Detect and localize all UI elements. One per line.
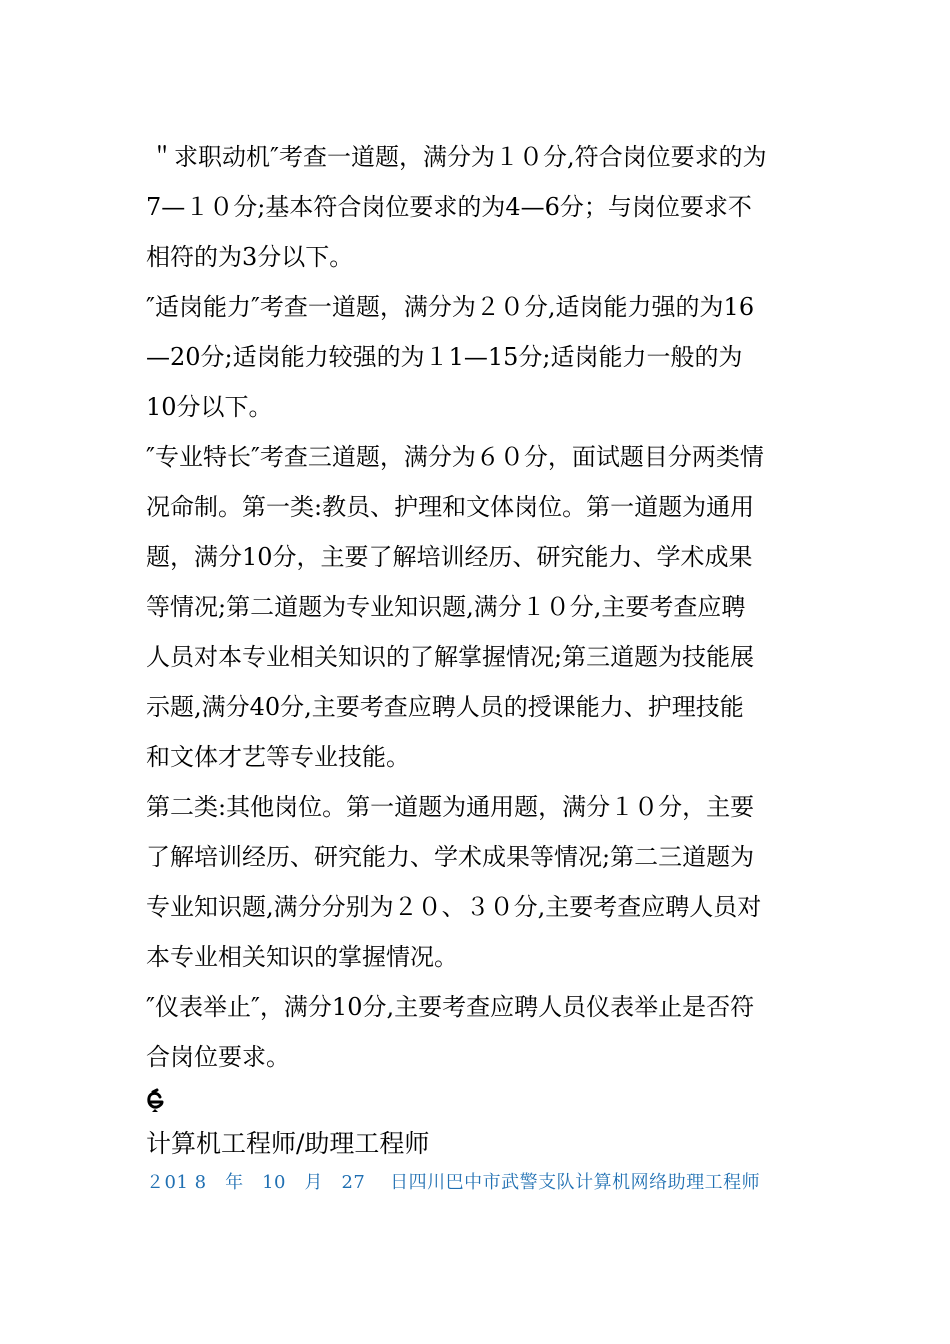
text-line: 等情况;第二道题为专业知识题,满分１０分,主要考查应聘 (146, 593, 746, 621)
text-line: 本专业相关知识的掌握情况。 (146, 943, 458, 971)
text-line: —20分;适岗能力较强的为１1—15分;适岗能力一般的为 (146, 343, 743, 371)
text-line: 况命制。第一类:教员、护理和文体岗位。第一道题为通用 (146, 493, 755, 521)
text-line: 题，满分10分，主要了解培训经历、研究能力、学术成果 (146, 543, 753, 571)
paragraph-appearance (146, 982, 816, 1082)
date-location-line: ２01 8 年 10 月 27 日四川巴中市武警支队计算机网络助理工程师 (146, 1172, 761, 1193)
text-line: 示题,满分40分,主要考查应聘人员的授课能力、护理技能 (146, 693, 744, 721)
text-line: 相符的为3分以下。 (146, 243, 354, 271)
section-heading: 计算机工程师/助理工程师 (146, 1129, 430, 1158)
paragraph-specialty (146, 432, 816, 782)
document-body (146, 132, 816, 1082)
text-line: 人员对本专业相关知识的了解掌握情况;第三道题为技能展 (146, 643, 755, 671)
text-line: 了解培训经历、研究能力、学术成果等情况;第二三道题为 (146, 843, 755, 871)
paragraph-motivation (146, 132, 816, 282)
stylized-e-glyph-icon (146, 1088, 164, 1114)
text-line: 第二类:其他岗位。第一道题为通用题，满分１０分，主要 (146, 793, 755, 821)
text-line: 7—１０分;基本符合岗位要求的为4—6分；与岗位要求不 (146, 193, 752, 221)
paragraph-job-fit (146, 282, 816, 432)
text-line: ″仪表举止″，满分10分,主要考查应聘人员仪表举止是否符 (146, 993, 755, 1021)
text-line: 10分以下。 (146, 393, 273, 421)
paragraph-category-two (146, 782, 816, 982)
text-line: 合岗位要求。 (146, 1043, 290, 1071)
text-line: ″适岗能力″考查一道题，满分为２０分,适岗能力强的为16 (146, 293, 755, 321)
text-line: 专业知识题,满分分别为２０、３０分,主要考查应聘人员对 (146, 893, 762, 921)
text-line: 和文体才艺等专业技能。 (146, 743, 410, 771)
text-line: ＂求职动机″考查一道题，满分为１０分,符合岗位要求的为 (150, 143, 767, 171)
text-line: ″专业特长″考查三道题，满分为６０分，面试题目分两类情 (146, 443, 764, 471)
